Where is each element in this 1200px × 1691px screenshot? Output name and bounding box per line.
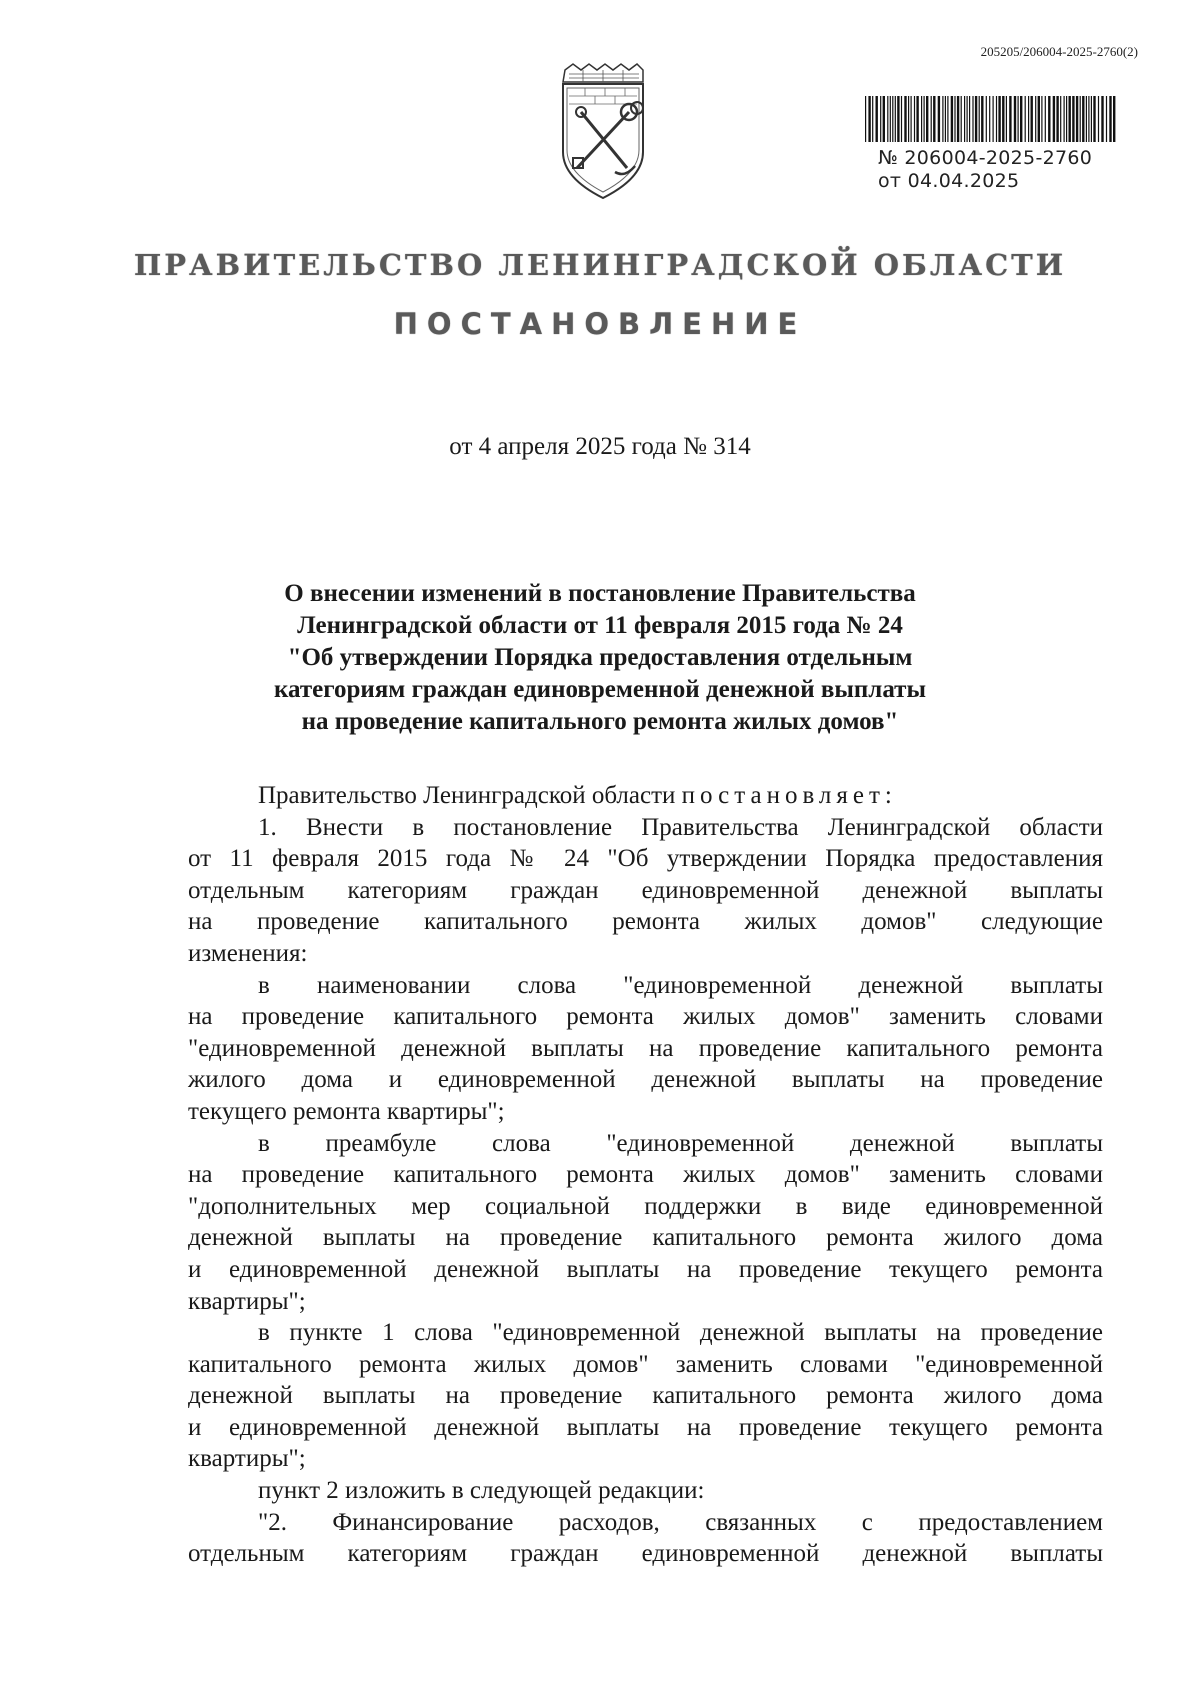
body-line: квартиры";	[188, 1287, 306, 1315]
barcode-bar	[964, 96, 965, 142]
body-line: в преамбуле слова "единовременной денежной выплаты	[258, 1129, 1103, 1157]
barcode-bar	[1018, 96, 1019, 142]
barcode-bar	[887, 96, 888, 142]
barcode-bar	[865, 96, 866, 142]
barcode-bar	[1086, 96, 1087, 142]
barcode-bar	[1080, 96, 1081, 142]
barcode-bar	[998, 96, 1000, 142]
body-line: "дополнительных мер социальной поддержки в виде единовременной	[188, 1192, 1103, 1220]
barcode-bar	[1113, 96, 1115, 142]
barcode-bar	[1035, 96, 1036, 142]
barcode-bar	[883, 96, 885, 142]
subject-line: на проведение капитального ремонта жилых домов"	[301, 708, 899, 735]
barcode-bar	[1069, 96, 1071, 142]
barcode-bar	[993, 96, 994, 142]
registration-stamp	[878, 147, 1092, 193]
barcode-bar	[872, 96, 873, 142]
barcode-bar	[981, 96, 983, 142]
barcode-bar	[1098, 96, 1099, 142]
barcode-bar	[1072, 96, 1074, 142]
body-line: и единовременной денежной выплаты на проведение текущего ремонта	[188, 1255, 1103, 1283]
barcode-bar	[933, 96, 935, 142]
barcode-bar	[967, 96, 968, 142]
body-line: капитального ремонта жилых домов" заменить словами "единовременной	[188, 1350, 1103, 1378]
document-code: 205205/206004-2025-2760(2)	[980, 44, 1138, 59]
body-line: от 11 февраля 2015 года № 24 "Об утверждении Порядка предоставления	[188, 845, 1103, 873]
barcode	[863, 96, 1116, 142]
barcode-bar	[1048, 96, 1050, 142]
resolution-body	[188, 780, 1103, 1570]
body-line: пункт 2 изложить в следующей редакции:	[258, 1477, 705, 1505]
barcode-bar	[890, 96, 891, 142]
barcode-bar	[1006, 96, 1007, 142]
barcode-bar	[1031, 96, 1033, 142]
barcode-bar	[1020, 96, 1022, 142]
barcode-bar	[921, 96, 922, 142]
body-line: в наименовании слова "единовременной денежной выплаты	[258, 971, 1103, 999]
barcode-bar	[1045, 96, 1046, 142]
barcode-bar	[989, 96, 990, 142]
body-line: денежной выплаты на проведение капитального ремонта жилого дома	[188, 1382, 1103, 1410]
barcode-bar	[1009, 96, 1011, 142]
barcode-bar	[1028, 96, 1029, 142]
barcode-bar	[975, 96, 977, 142]
barcode-bar	[951, 96, 953, 142]
subject-line: О внесении изменений в постановление Правительства	[284, 580, 916, 607]
barcode-bar	[914, 96, 915, 142]
barcode-bar	[961, 96, 962, 142]
body-line: в пункте 1 слова "единовременной денежной выплаты на проведение	[258, 1319, 1103, 1347]
barcode-bar	[1060, 96, 1061, 142]
barcode-bar	[1025, 96, 1026, 142]
body-line: отдельным категориям граждан единовременной денежной выплаты	[188, 1540, 1103, 1568]
registration-number: № 206004-2025-2760	[878, 147, 1093, 169]
subject-line: категориям граждан единовременной денежной выплаты	[273, 676, 926, 703]
barcode-bar	[1056, 96, 1058, 142]
barcode-bar	[1088, 96, 1089, 142]
coat-of-arms-icon	[555, 60, 651, 202]
body-line: жилого дома и единовременной денежной выплаты на проведение	[188, 1066, 1103, 1094]
barcode-bar	[904, 96, 906, 142]
intro-line	[188, 780, 1103, 812]
body-line: отдельным категориям граждан единовременной денежной выплаты	[188, 876, 1103, 904]
barcode-bar	[996, 96, 997, 142]
barcode-bar	[954, 96, 955, 142]
barcode-bar	[986, 96, 987, 142]
barcode-bar	[945, 96, 946, 142]
subject-line: Ленинградской области от 11 февраля 2015 года № 24	[297, 612, 903, 639]
barcode-bar	[916, 96, 918, 142]
resolution-subject	[240, 578, 960, 738]
barcode-bar	[979, 96, 980, 142]
barcode-bar	[1109, 96, 1111, 142]
body-line: на проведение капитального ремонта жилых домов" заменить словами	[188, 1161, 1103, 1189]
barcode-bar	[880, 96, 881, 142]
barcode-bar	[897, 96, 899, 142]
barcode-bar	[895, 96, 896, 142]
barcode-bar	[1076, 96, 1078, 142]
barcode-bar	[1101, 96, 1103, 142]
body-line: изменения:	[188, 939, 308, 967]
barcode-bar	[1106, 96, 1107, 142]
barcode-bar	[1091, 96, 1092, 142]
barcode-bar	[1014, 96, 1016, 142]
resolution-date-number: от 4 апреля 2025 года № 314	[449, 433, 751, 460]
barcode-bar	[957, 96, 959, 142]
body-line: текущего ремонта квартиры";	[188, 1097, 505, 1125]
barcode-bar	[924, 96, 925, 142]
body-line: и единовременной денежной выплаты на проведение текущего ремонта	[188, 1413, 1103, 1441]
body-line: квартиры";	[188, 1445, 306, 1473]
barcode-bar	[1041, 96, 1042, 142]
barcode-bar	[931, 96, 932, 142]
barcode-bar	[972, 96, 973, 142]
body-line: на проведение капитального ремонта жилых домов" следующие	[188, 908, 1103, 936]
barcode-bar	[1038, 96, 1040, 142]
barcode-bar	[938, 96, 940, 142]
intro-keyword: постановляет:	[681, 782, 897, 809]
barcode-bar	[876, 96, 878, 142]
barcode-bar	[1002, 96, 1004, 142]
registration-date: от 04.04.2025	[878, 170, 1020, 192]
barcode-bar	[1053, 96, 1055, 142]
barcode-bar	[868, 96, 870, 142]
document-type-title: ПОСТАНОВЛЕНИЕ	[393, 307, 807, 341]
government-title: ПРАВИТЕЛЬСТВО ЛЕНИНГРАДСКОЙ ОБЛАСТИ	[133, 248, 1067, 282]
intro-text: Правительство Ленинградской области	[258, 782, 682, 809]
barcode-bar	[1064, 96, 1065, 142]
body-line: 1. Внести в постановление Правительства Ленинградской области	[258, 813, 1103, 841]
barcode-bar	[892, 96, 893, 142]
barcode-bar	[926, 96, 928, 142]
barcode-bar	[1082, 96, 1084, 142]
body-line: "единовременной денежной выплаты на проведение капитального ремонта	[188, 1034, 1103, 1062]
barcode-bar	[969, 96, 970, 142]
barcode-bar	[908, 96, 909, 142]
subject-line: "Об утверждении Порядка предоставления отдельным	[287, 644, 913, 671]
body-line: на проведение капитального ремонта жилых домов" заменить словами	[188, 1003, 1103, 1031]
body-line: денежной выплаты на проведение капитального ремонта жилого дома	[188, 1224, 1103, 1252]
barcode-bar	[901, 96, 902, 142]
barcode-bar	[1093, 96, 1095, 142]
body-line: "2. Финансирование расходов, связанных с предоставлением	[258, 1508, 1103, 1536]
barcode-bar	[911, 96, 912, 142]
barcode-bar	[947, 96, 948, 142]
barcode-bar	[942, 96, 943, 142]
barcode-bar	[1066, 96, 1067, 142]
